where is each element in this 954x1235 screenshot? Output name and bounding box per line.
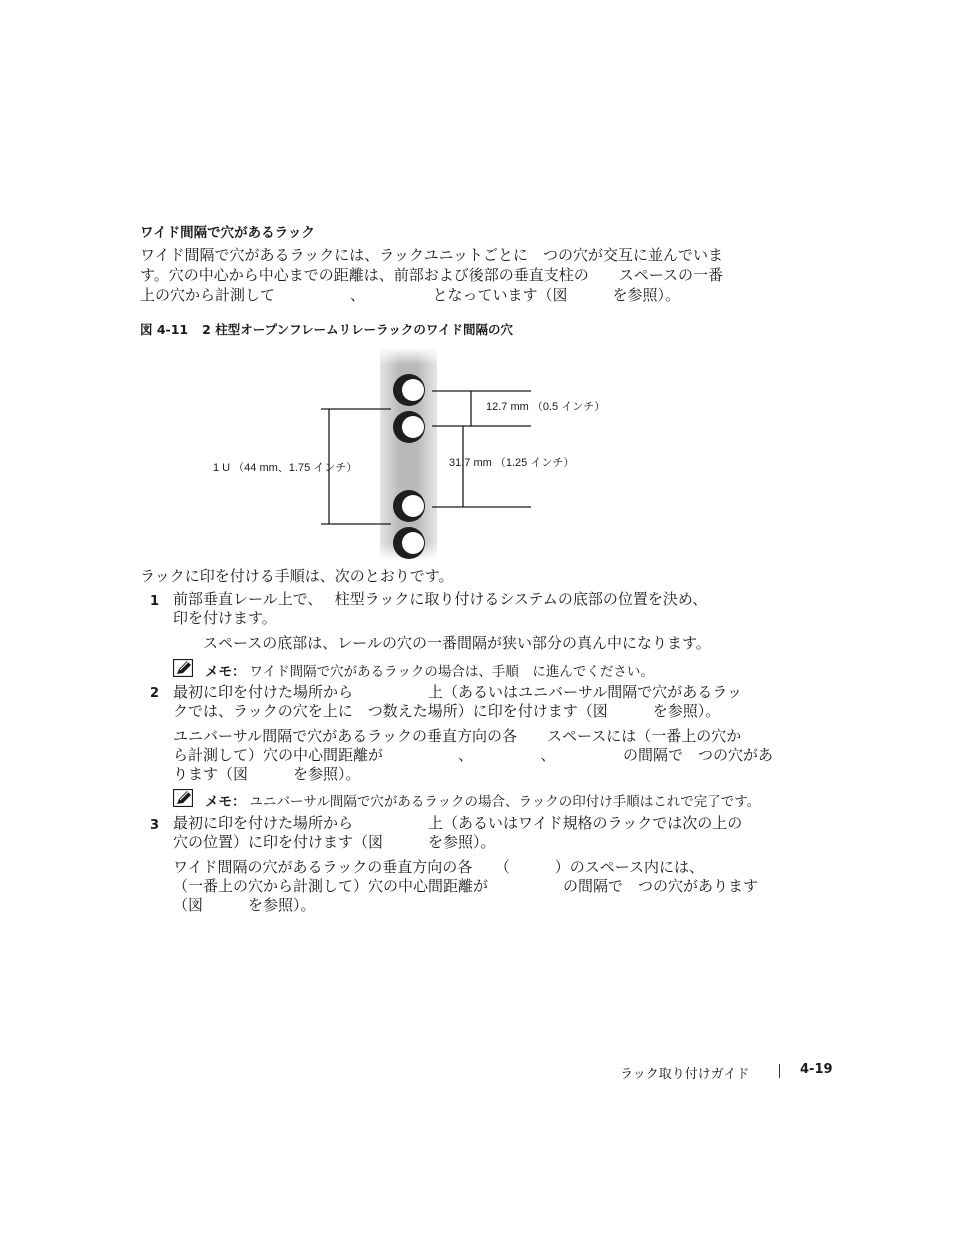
step-line: （一番上の穴から計測して）穴の中心間距離が の間隔で つの穴があります <box>173 877 759 895</box>
step-detail <box>173 858 758 915</box>
rack-hole <box>393 490 425 522</box>
step-line: （図 を参照）。 <box>173 896 316 914</box>
step-line: クでは、ラックの穴を上に つ数えた場所）に印を付けます（図 を参照）。 <box>173 702 721 720</box>
note-label: メモ： <box>205 664 246 680</box>
footer-title: ラック取り付けガイド <box>620 1067 750 1082</box>
step-text <box>173 683 742 721</box>
footer-divider <box>779 1064 780 1078</box>
step-text <box>173 590 707 628</box>
step-text <box>173 814 742 852</box>
step-line: ユニバーサル間隔で穴があるラックの垂直方向の各 スペースには（一番上の穴か <box>173 727 742 745</box>
paragraph-line: す。穴の中心から中心までの距離は、前部および後部の垂直支柱の スペースの一番 <box>140 266 724 284</box>
figure-title: 2 柱型オープンフレームリレーラックのワイド間隔の穴 <box>202 322 513 337</box>
label-spacing-large: 31.7 mm （1.25 インチ） <box>449 457 575 469</box>
rack-hole <box>393 527 425 559</box>
step-line: 最初に印を付けた場所から 上（あるいはユニバーサル間隔で穴があるラッ <box>173 683 742 701</box>
step-number: 3 <box>150 818 160 833</box>
step-line: 最初に印を付けた場所から 上（あるいはワイド規格のラックでは次の上の <box>173 814 743 832</box>
procedure-intro: ラックに印を付ける手順は、次のとおりです。 <box>140 567 454 585</box>
step-number: 1 <box>150 594 160 609</box>
label-spacing-small: 12.7 mm （0.5 インチ） <box>486 401 606 413</box>
step-number: 2 <box>150 686 160 701</box>
step-detail <box>173 727 773 784</box>
figure-number: 図 4-11 <box>140 322 189 337</box>
section-heading: ワイド間隔で穴があるラック <box>140 225 315 241</box>
page-number: 4-19 <box>800 1062 833 1077</box>
step-line: スペースの底部は、レールの穴の一番間隔が狭い部分の真ん中になります。 <box>173 634 711 652</box>
label-unit: 1 U （44 mm、1.75 インチ） <box>213 462 358 474</box>
rack-hole <box>393 411 425 443</box>
step-line: ります（図 を参照）。 <box>173 765 361 783</box>
step-line: 穴の位置）に印を付けます（図 を参照）。 <box>173 833 496 851</box>
note-text: ユニバーサル間隔で穴があるラックの場合、ラックの印付け手順はこれで完了です。 <box>249 794 761 810</box>
paragraph-line: 上の穴から計測して 、 となっています（図 を参照）。 <box>140 286 681 304</box>
step-line: 印を付けます。 <box>173 609 277 627</box>
note-pencil-icon <box>173 659 193 677</box>
paragraph-line: ワイド間隔で穴があるラックには、ラックユニットごとに つの穴が交互に並んでいま <box>140 246 724 264</box>
step-detail <box>173 634 711 653</box>
note-label: メモ： <box>205 794 246 810</box>
rack-hole <box>393 374 425 406</box>
step-line: ら計測して）穴の中心間距離が 、 、 の間隔で つの穴があ <box>173 746 774 764</box>
step-line: ワイド間隔の穴があるラックの垂直方向の各 （ ）のスペース内には、 <box>173 858 705 876</box>
step-line: 前部垂直レール上で、 柱型ラックに取り付けるシステムの底部の位置を決め、 <box>173 590 708 608</box>
note-text: ワイド間隔で穴があるラックの場合は、手順 に進んでください。 <box>249 664 654 680</box>
note-pencil-icon <box>173 789 193 807</box>
